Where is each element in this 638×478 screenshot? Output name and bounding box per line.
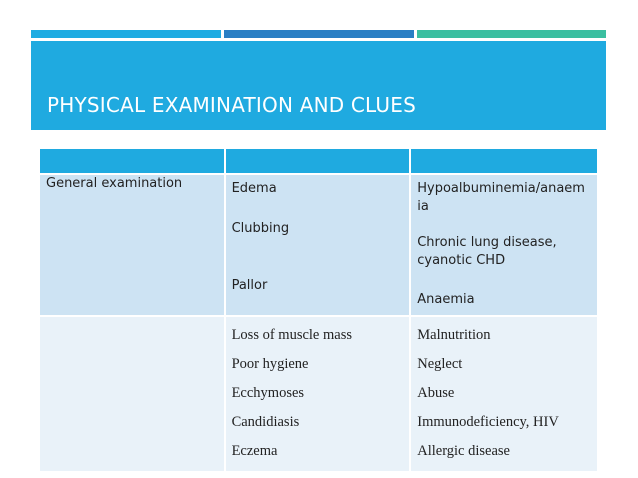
table-row — [40, 316, 597, 471]
accent-bar-right — [417, 30, 606, 38]
finding-item: Pallor — [231, 278, 268, 293]
accent-bar-middle — [224, 30, 414, 38]
clue-item: Chronic lung disease, cyanotic CHD — [417, 235, 557, 268]
title-banner — [31, 41, 606, 130]
clue-item: Immunodeficiency, HIV — [417, 414, 559, 430]
category-cell — [40, 316, 225, 471]
table-row — [40, 174, 597, 316]
header-cell — [410, 149, 597, 174]
finding-item: Edema — [231, 181, 277, 196]
clue-item: Hypoalbuminemia/anaemia — [417, 181, 585, 214]
category-cell: General examination — [40, 174, 225, 316]
clue-item: Neglect — [417, 356, 463, 372]
slide-title: PHYSICAL EXAMINATION AND CLUES — [47, 93, 416, 117]
finding-item: Poor hygiene — [231, 356, 309, 372]
finding-item: Loss of muscle mass — [231, 327, 352, 343]
finding-item: Ecchymoses — [231, 385, 305, 401]
findings-cell — [225, 174, 411, 316]
finding-item: Candidiasis — [231, 414, 300, 430]
clue-item: Allergic disease — [417, 443, 510, 459]
finding-item: Eczema — [231, 443, 278, 459]
header-cell — [40, 149, 225, 174]
findings-cell — [225, 316, 411, 471]
finding-item: Clubbing — [231, 221, 290, 236]
accent-bar-left — [31, 30, 221, 38]
clues-cell — [410, 174, 597, 316]
clue-item: Abuse — [417, 385, 455, 401]
clue-item: Anaemia — [417, 292, 475, 307]
table-header-row — [40, 149, 597, 174]
clue-item: Malnutrition — [417, 327, 491, 343]
header-cell — [225, 149, 411, 174]
clues-cell — [410, 316, 597, 471]
clues-table — [40, 149, 597, 471]
